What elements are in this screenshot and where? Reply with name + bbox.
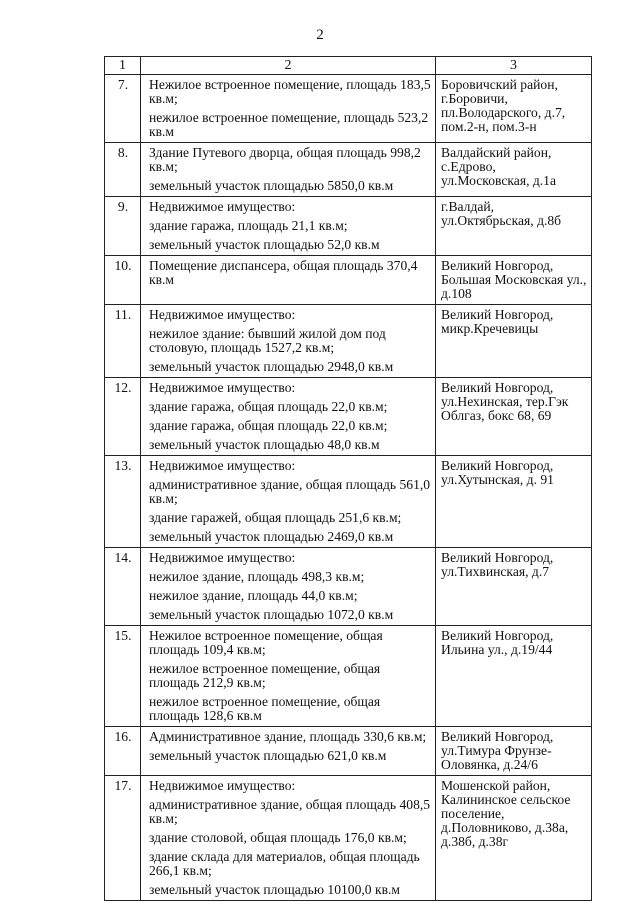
table-row	[105, 626, 592, 727]
row-number: 8.	[105, 143, 141, 197]
description-line: земельный участок площадью 1072,0 кв.м	[149, 607, 394, 622]
table-row	[105, 727, 592, 776]
description-line: Недвижимое имущество:	[149, 199, 296, 214]
table-header-row	[105, 57, 592, 75]
description-line: земельный участок площадью 2469,0 кв.м	[149, 529, 394, 544]
property-address	[436, 378, 592, 456]
property-description	[141, 305, 436, 378]
address-text: Великий Новгород, ул.Хутынская, д. 91	[441, 458, 554, 487]
property-address	[436, 456, 592, 548]
table-row	[105, 305, 592, 378]
row-number: 16.	[105, 727, 141, 776]
table-row	[105, 197, 592, 256]
description-line: здание склада для материалов, общая площадь 266,1 кв.м;	[149, 849, 420, 878]
column-header-1: 1	[105, 57, 141, 75]
description-line: нежилое здание, площадь 44,0 кв.м;	[149, 588, 358, 603]
description-line: административное здание, общая площадь 408,5 кв.м;	[149, 797, 431, 826]
property-address	[436, 75, 592, 143]
address-text: Великий Новгород, Большая Московская ул., д.108	[441, 258, 587, 301]
row-number: 9.	[105, 197, 141, 256]
table-row	[105, 548, 592, 626]
row-number: 12.	[105, 378, 141, 456]
property-table	[104, 56, 592, 901]
description-line: земельный участок площадью 52,0 кв.м	[149, 237, 380, 252]
property-description	[141, 143, 436, 197]
row-number: 10.	[105, 256, 141, 305]
property-address	[436, 197, 592, 256]
description-line: административное здание, общая площадь 561,0 кв.м;	[149, 477, 431, 506]
address-text: Великий Новгород, ул.Тимура Фрунзе-Оловянка, д.24/6	[441, 729, 554, 772]
description-line: нежилое встроенное помещение, общая площадь 128,6 кв.м	[149, 694, 381, 723]
address-text: г.Валдай, ул.Октябрьская, д.8б	[441, 199, 562, 228]
description-line: земельный участок площадью 10100,0 кв.м	[149, 882, 400, 897]
row-number: 7.	[105, 75, 141, 143]
description-line: нежилое здание: бывший жилой дом под столовую, площадь 1527,2 кв.м;	[149, 326, 386, 355]
description-line: Нежилое встроенное помещение, общая площадь 109,4 кв.м;	[149, 628, 383, 657]
property-address	[436, 626, 592, 727]
table-row	[105, 776, 592, 901]
description-line: Недвижимое имущество:	[149, 380, 296, 395]
description-line: Помещение диспансера, общая площадь 370,4 кв.м	[149, 258, 418, 287]
description-line: нежилое встроенное помещение, общая площадь 212,9 кв.м;	[149, 661, 381, 690]
description-line: Нежилое встроенное помещение, площадь 183,5 кв.м;	[149, 77, 431, 106]
property-description	[141, 626, 436, 727]
address-text: Великий Новгород, ул.Тихвинская, д.7	[441, 550, 554, 579]
description-line: земельный участок площадью 2948,0 кв.м	[149, 359, 394, 374]
column-header-3: 3	[436, 57, 592, 75]
property-address	[436, 256, 592, 305]
property-address	[436, 776, 592, 901]
property-description	[141, 456, 436, 548]
description-line: здание гаражей, общая площадь 251,6 кв.м;	[149, 510, 402, 525]
property-address	[436, 143, 592, 197]
description-line: нежилое встроенное помещение, площадь 523,2 кв.м	[149, 110, 429, 139]
property-description	[141, 548, 436, 626]
property-description	[141, 197, 436, 256]
property-description	[141, 75, 436, 143]
row-number: 11.	[105, 305, 141, 378]
description-line: Недвижимое имущество:	[149, 307, 296, 322]
row-number: 17.	[105, 776, 141, 901]
property-description	[141, 727, 436, 776]
page-number: 2	[316, 27, 324, 43]
row-number: 15.	[105, 626, 141, 727]
description-line: здание гаража, общая площадь 22,0 кв.м;	[149, 418, 388, 433]
address-text: Мошенской район, Калининское сельское поселение, д.Половниково, д.38а, д.38б, д.38г	[441, 778, 571, 849]
description-line: Недвижимое имущество:	[149, 778, 296, 793]
row-number: 14.	[105, 548, 141, 626]
description-line: Недвижимое имущество:	[149, 550, 296, 565]
table-row	[105, 456, 592, 548]
table-row	[105, 143, 592, 197]
property-description	[141, 256, 436, 305]
address-text: Великий Новгород, микр.Кречевицы	[441, 307, 554, 336]
table-row	[105, 378, 592, 456]
description-line: нежилое здание, площадь 498,3 кв.м;	[149, 569, 365, 584]
address-text: Валдайский район, с.Едрово, ул.Московская, д.1а	[441, 145, 557, 188]
property-description	[141, 776, 436, 901]
property-description	[141, 378, 436, 456]
row-number: 13.	[105, 456, 141, 548]
column-header-2: 2	[141, 57, 436, 75]
address-text: Великий Новгород, Ильина ул., д.19/44	[441, 628, 554, 657]
description-line: здание гаража, площадь 21,1 кв.м;	[149, 218, 348, 233]
description-line: Административное здание, площадь 330,6 кв.м;	[149, 729, 427, 744]
address-text: Боровичский район, г.Боровичи, пл.Володарского, д.7, пом.2-н, пом.3-н	[441, 77, 566, 134]
description-line: земельный участок площадью 5850,0 кв.м	[149, 178, 394, 193]
address-text: Великий Новгород, ул.Нехинская, тер.Гэк Облгаз, бокс 68, 69	[441, 380, 569, 423]
property-address	[436, 727, 592, 776]
description-line: здание столовой, общая площадь 176,0 кв.м;	[149, 830, 407, 845]
description-line: здание гаража, общая площадь 22,0 кв.м;	[149, 399, 388, 414]
property-address	[436, 305, 592, 378]
description-line: Здание Путевого дворца, общая площадь 998,2 кв.м;	[149, 145, 421, 174]
table-row	[105, 256, 592, 305]
table-row	[105, 75, 592, 143]
description-line: земельный участок площадью 621,0 кв.м	[149, 748, 387, 763]
description-line: Недвижимое имущество:	[149, 458, 296, 473]
property-address	[436, 548, 592, 626]
description-line: земельный участок площадью 48,0 кв.м	[149, 437, 380, 452]
